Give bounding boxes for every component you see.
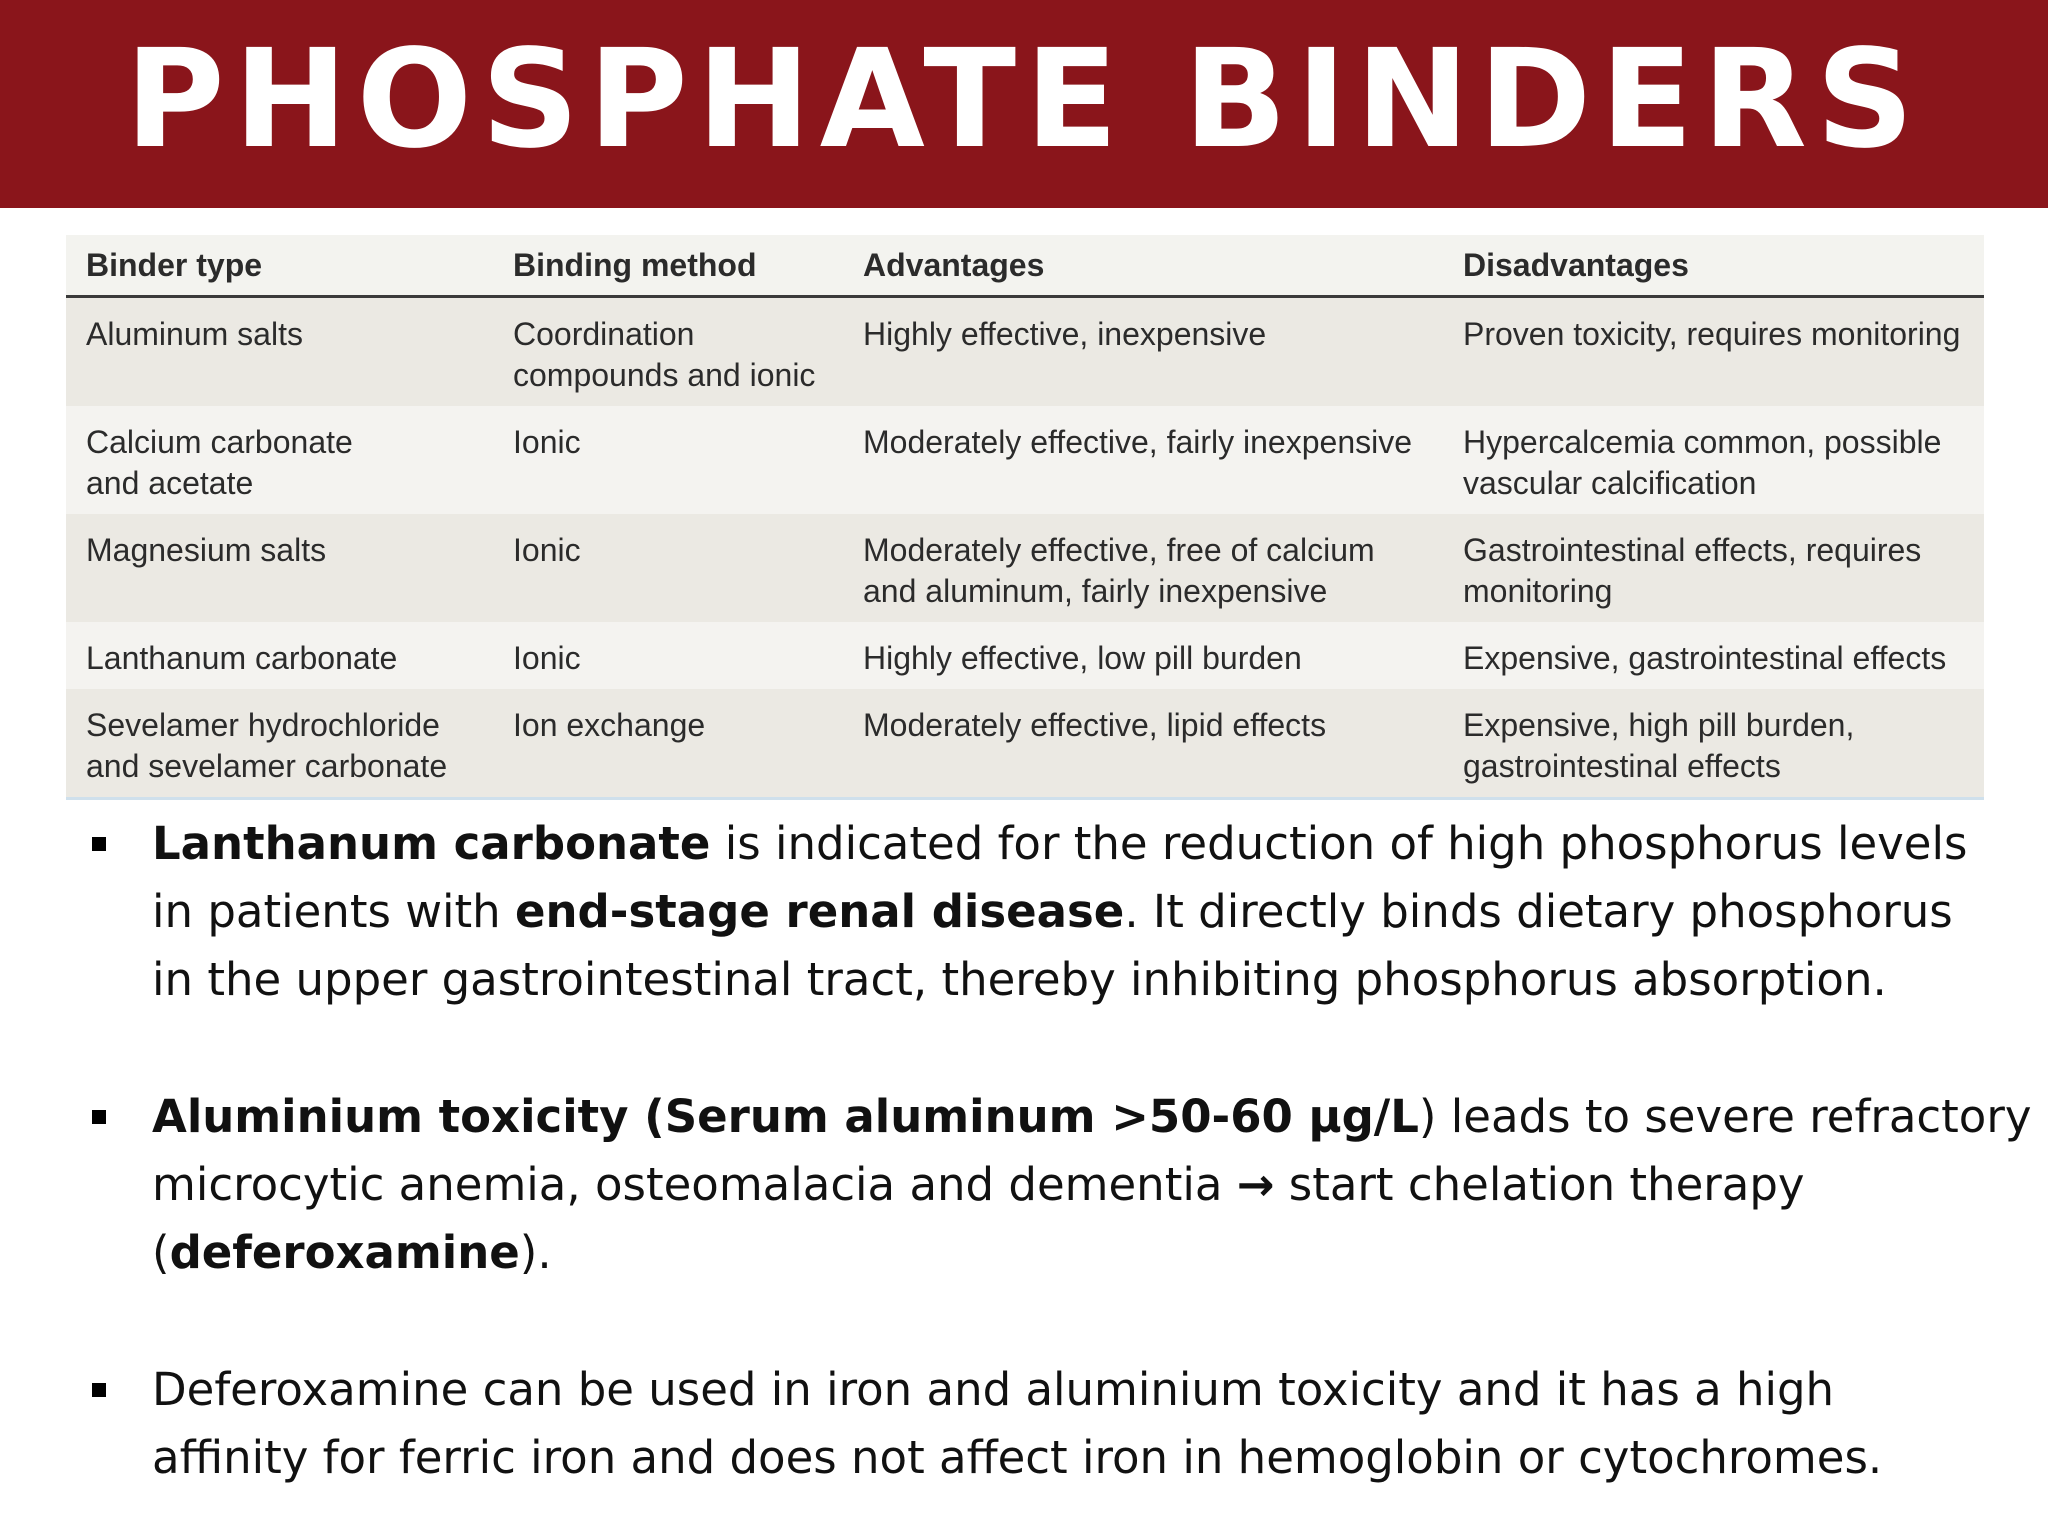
text-segment: in patients with (152, 885, 515, 938)
cell-text-line: Lanthanum carbonate (86, 640, 398, 676)
bullet-text-line (152, 1424, 1990, 1492)
header-binder-type: Binder type (66, 235, 493, 297)
cell-text-line: Gastrointestinal effects, requires (1463, 532, 1922, 568)
cell-advantages (843, 514, 1443, 622)
cell-text-line: Moderately effective, fairly inexpensive (863, 424, 1413, 460)
cell-text-line: Magnesium salts (86, 532, 327, 568)
bullet-list (90, 810, 2032, 1492)
cell-disadvantages (1443, 622, 1984, 689)
cell-text-line: Expensive, gastrointestinal effects (1463, 640, 1947, 676)
bold-text-segment: end-stage renal disease (515, 885, 1125, 938)
cell-text-line: Coordination (513, 316, 695, 352)
title-banner (0, 0, 2048, 208)
bold-text-segment: deferoxamine (169, 1226, 520, 1279)
text-segment: in the upper gastrointestinal tract, thereby inhibiting phosphorus absorption. (152, 953, 1887, 1006)
cell-binding-method (493, 622, 843, 689)
cell-advantages (843, 297, 1443, 407)
text-segment: Deferoxamine can be used in iron and aluminium toxicity and it has a high (152, 1363, 1835, 1416)
cell-text-line: and sevelamer carbonate (86, 748, 448, 784)
bullet-text-line (152, 1151, 1990, 1219)
cell-disadvantages (1443, 406, 1984, 514)
table-row (66, 406, 1984, 514)
cell-advantages (843, 689, 1443, 799)
table-header-row (66, 235, 1984, 297)
cell-disadvantages (1443, 689, 1984, 799)
bullet-item (90, 1356, 1990, 1492)
cell-text-line: vascular calcification (1463, 465, 1757, 501)
table-row (66, 622, 1984, 689)
cell-binding-method (493, 406, 843, 514)
header-advantages: Advantages (843, 235, 1443, 297)
text-segment: microcytic anemia, osteomalacia and dementia (152, 1158, 1237, 1211)
cell-binder-type (66, 406, 493, 514)
cell-text-line: Highly effective, low pill burden (863, 640, 1302, 676)
square-bullet-icon (92, 1110, 106, 1124)
bullet-item (90, 810, 1990, 1014)
square-bullet-icon (92, 837, 106, 851)
cell-text-line: Moderately effective, free of calcium (863, 532, 1375, 568)
bullet-text-line (152, 1356, 1990, 1424)
cell-binder-type (66, 297, 493, 407)
cell-binder-type (66, 514, 493, 622)
cell-text-line: Calcium carbonate (86, 424, 353, 460)
text-segment: start chelation therapy (1274, 1158, 1805, 1211)
page-title: PHOSPHATE BINDERS (125, 21, 1923, 179)
cell-text-line: gastrointestinal effects (1463, 748, 1781, 784)
text-segment: is indicated for the reduction of high phosphorus levels (710, 817, 1968, 870)
text-segment: affinity for ferric iron and does not affect iron in hemoglobin or cytochromes. (152, 1431, 1883, 1484)
cell-text-line: Moderately effective, lipid effects (863, 707, 1327, 743)
table-row (66, 689, 1984, 799)
cell-advantages (843, 622, 1443, 689)
cell-text-line: Expensive, high pill burden, (1463, 707, 1855, 743)
cell-disadvantages (1443, 297, 1984, 407)
cell-disadvantages (1443, 514, 1984, 622)
bullet-text-line (152, 946, 1990, 1014)
bold-text-segment: Lanthanum carbonate (152, 817, 711, 870)
header-disadvantages: Disadvantages (1443, 235, 1984, 297)
cell-text-line: and acetate (86, 465, 254, 501)
cell-binding-method (493, 297, 843, 407)
cell-text-line: Ionic (513, 424, 581, 460)
table-row (66, 514, 1984, 622)
cell-binding-method (493, 689, 843, 799)
cell-text-line: Ionic (513, 532, 581, 568)
bold-text-segment: → (1236, 1158, 1275, 1211)
bold-text-segment: Aluminium toxicity (Serum aluminum >50-60 µg/L (152, 1090, 1419, 1143)
cell-advantages (843, 406, 1443, 514)
phosphate-binders-table (66, 235, 1984, 800)
table-body (66, 297, 1984, 799)
cell-text-line: and aluminum, fairly inexpensive (863, 573, 1328, 609)
bullet-text-line (152, 878, 1990, 946)
phosphate-binders-table-container (66, 235, 1984, 800)
bullet-item (90, 1083, 2032, 1287)
text-segment: ) leads to severe refractory (1418, 1090, 2032, 1143)
cell-text-line: Sevelamer hydrochloride (86, 707, 440, 743)
cell-text-line: Proven toxicity, requires monitoring (1463, 316, 1961, 352)
cell-text-line: Ionic (513, 640, 581, 676)
text-segment: ). (519, 1226, 552, 1279)
square-bullet-icon (92, 1383, 106, 1397)
cell-binding-method (493, 514, 843, 622)
text-segment: ( (152, 1226, 170, 1279)
text-segment: . It directly binds dietary phosphorus (1124, 885, 1953, 938)
cell-binder-type (66, 622, 493, 689)
cell-binder-type (66, 689, 493, 799)
cell-text-line: compounds and ionic (513, 357, 816, 393)
cell-text-line: Aluminum salts (86, 316, 303, 352)
cell-text-line: Hypercalcemia common, possible (1463, 424, 1942, 460)
header-binding-method: Binding method (493, 235, 843, 297)
bullet-text-line (152, 1219, 1990, 1287)
cell-text-line: Ion exchange (513, 707, 706, 743)
cell-text-line: monitoring (1463, 573, 1613, 609)
table-row (66, 297, 1984, 407)
bullet-text-line (152, 1083, 2032, 1151)
cell-text-line: Highly effective, inexpensive (863, 316, 1267, 352)
bullet-text-line (152, 810, 1990, 878)
